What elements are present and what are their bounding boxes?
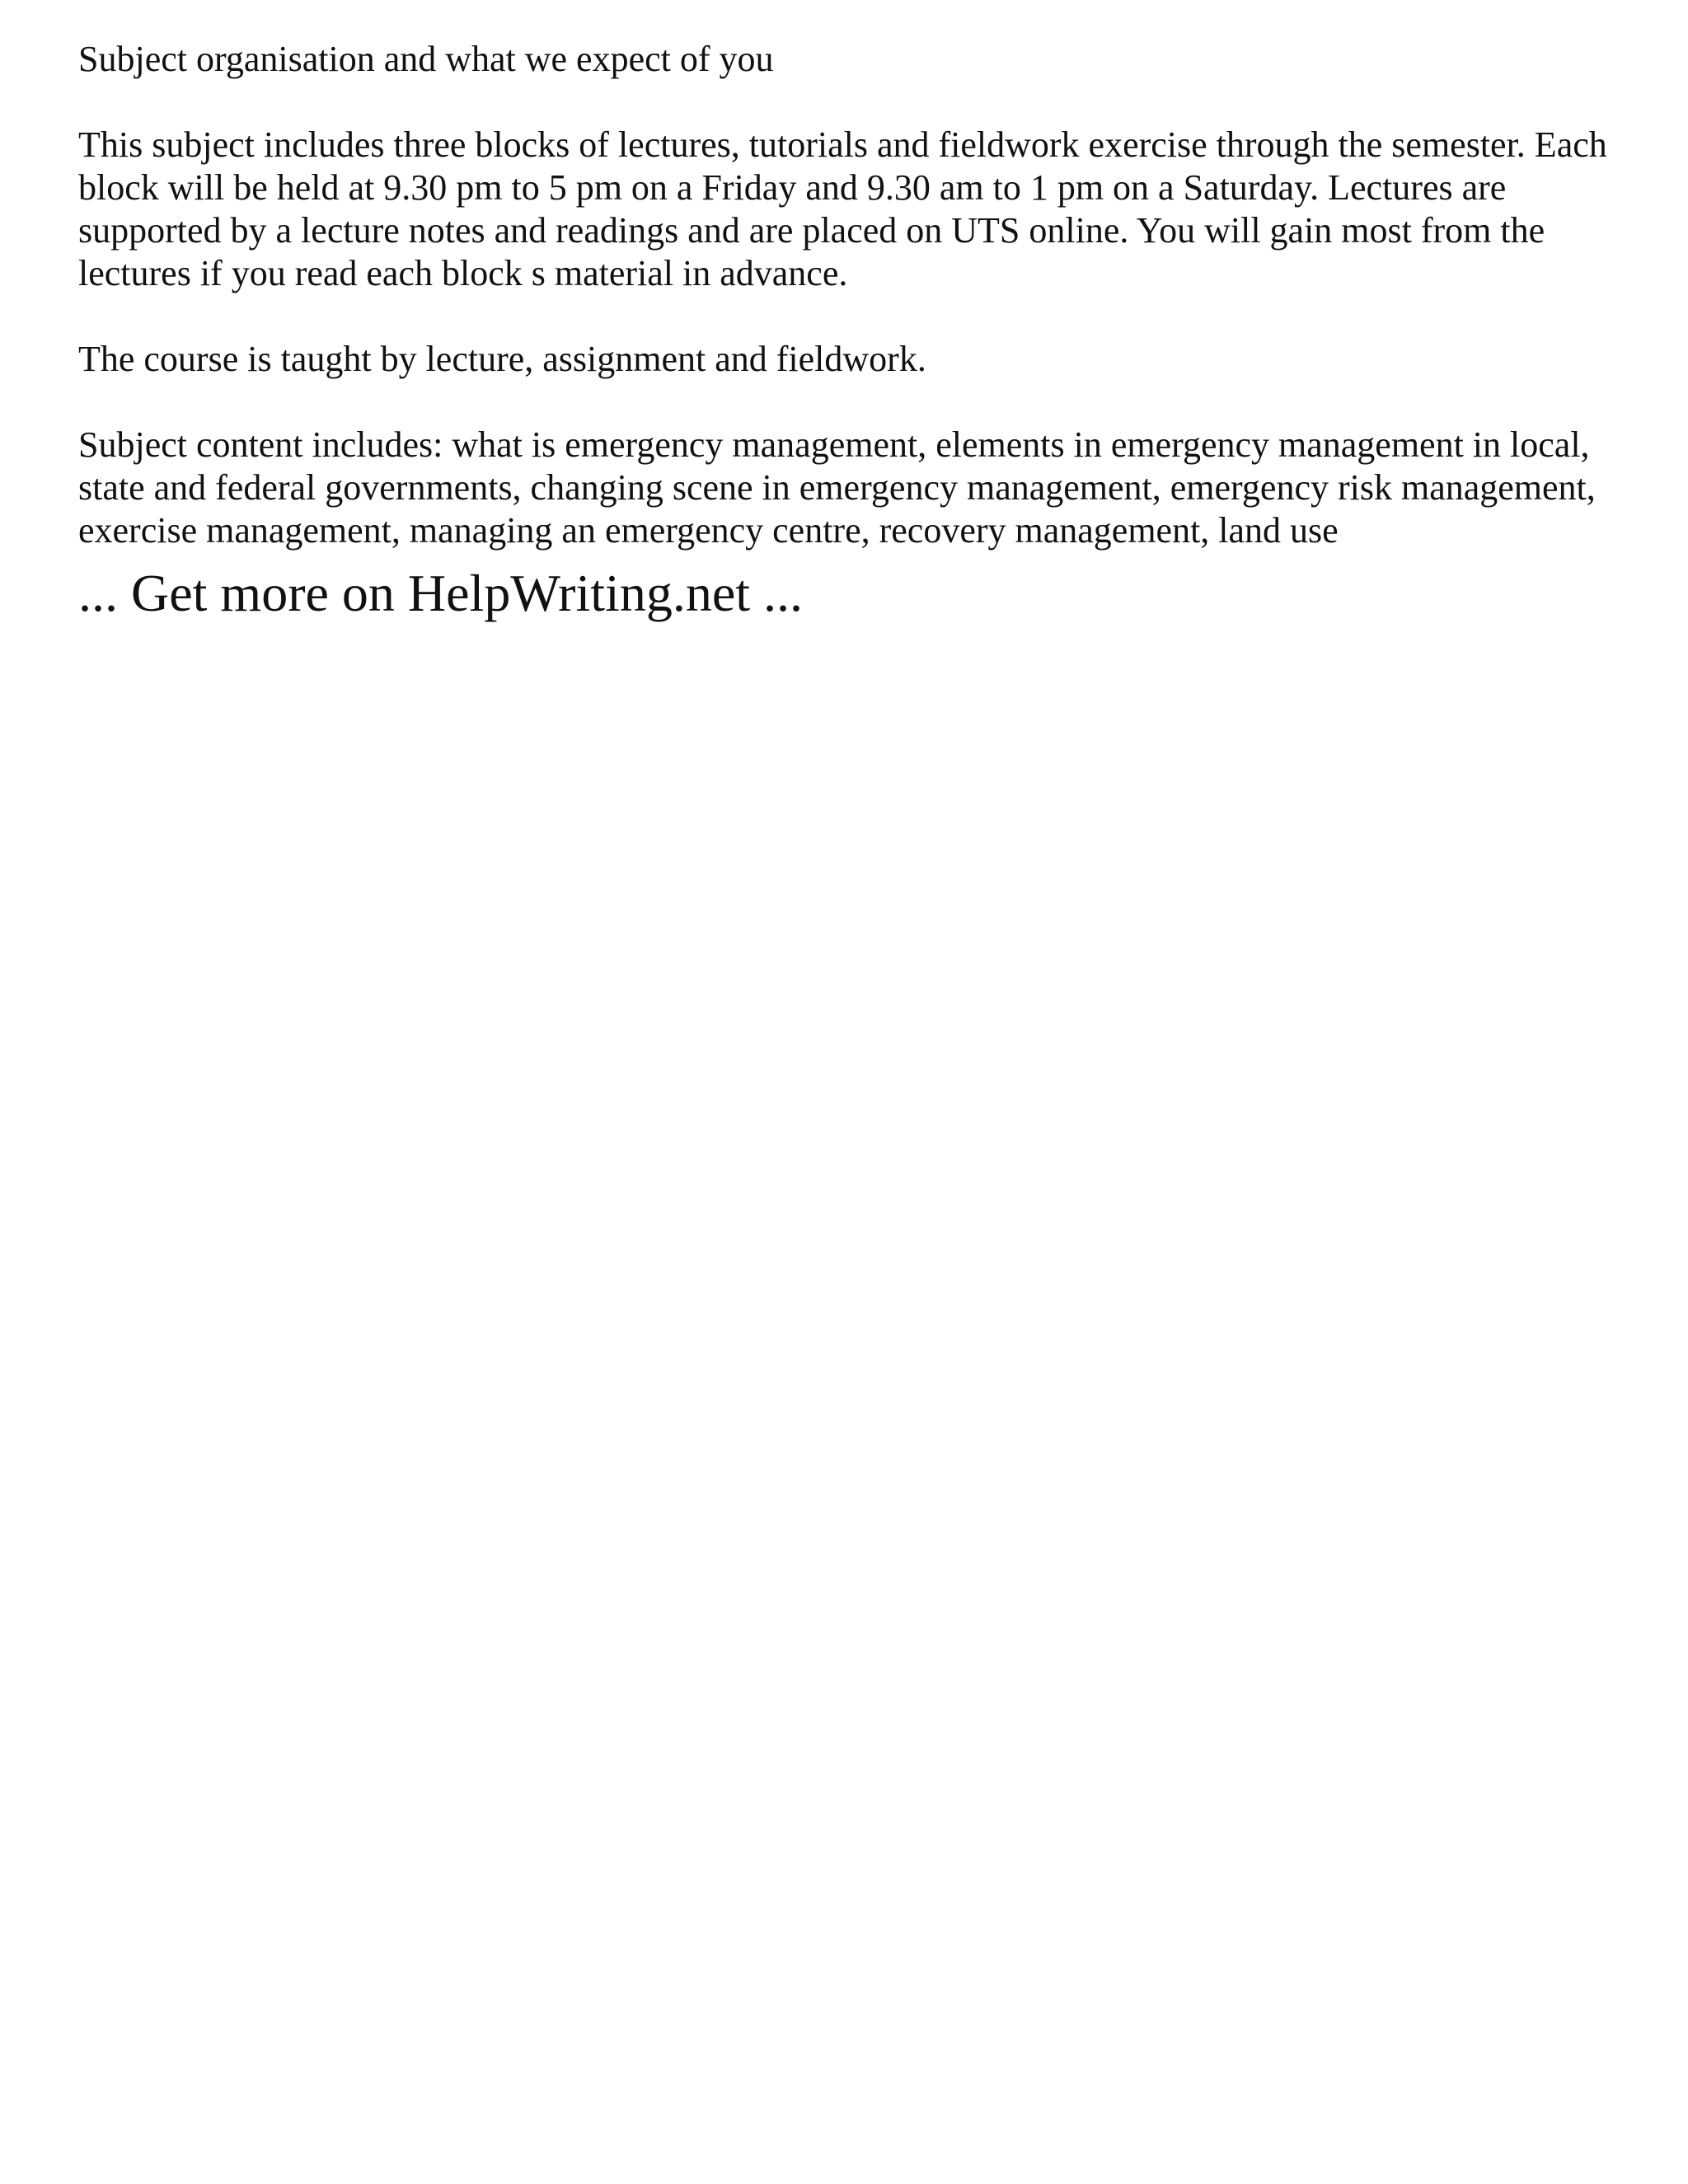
paragraph-subject-blocks: This subject includes three blocks of lectures, tutorials and fieldwork exercise through the semester. Each block will be held at 9.30 pm to 5 pm on a Friday and 9.30 am to 1 pm on a Saturday. Lectures are supported by a lecture notes and readings and are placed on UTS online. You will gain most from the lectures if you read each block s material in advance. (78, 124, 1607, 293)
document-page (78, 38, 1628, 625)
document-heading: Subject organisation and what we expect of you (78, 39, 774, 79)
get-more-link[interactable]: ... Get more on HelpWriting.net ... (78, 564, 803, 622)
paragraph-subject-content: Subject content includes: what is emergency management, elements in emergency management in local, state and federal governments, changing scene in emergency management, emergency risk management, exercise management, managing an emergency centre, recovery management, land use (78, 424, 1596, 551)
paragraph-teaching-method: The course is taught by lecture, assignment and fieldwork. (78, 339, 926, 379)
